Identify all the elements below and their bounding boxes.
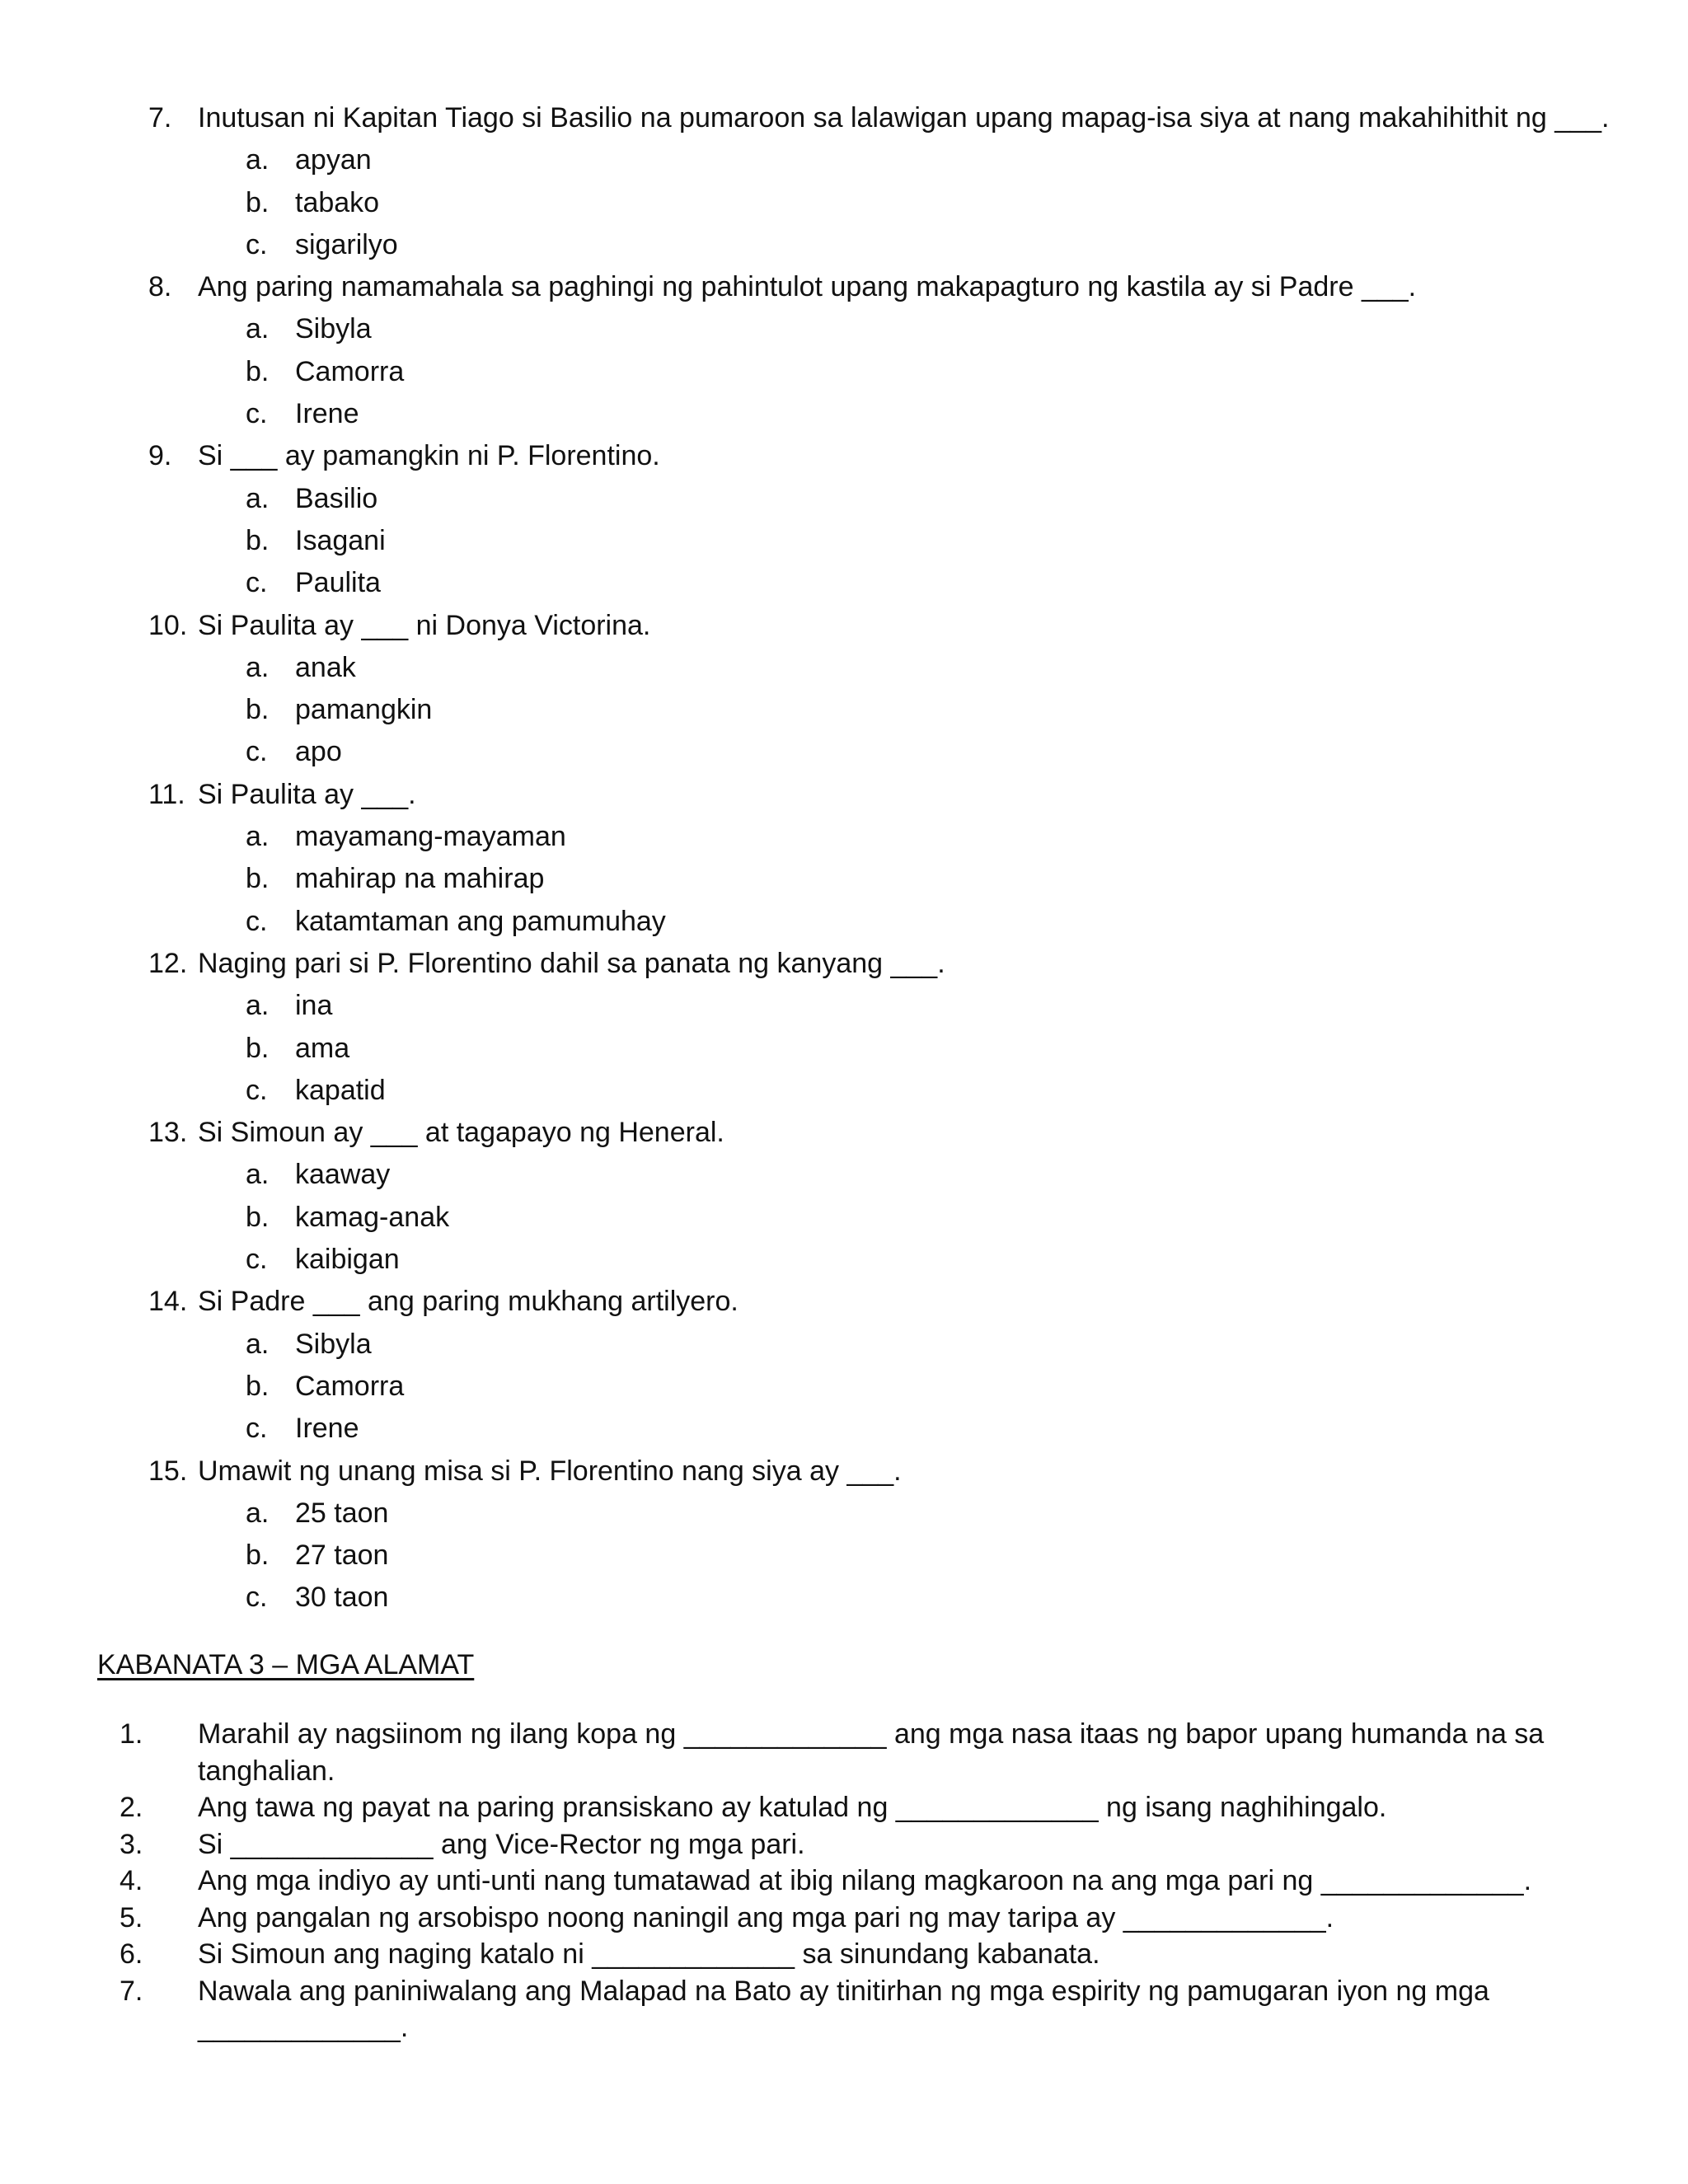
answer-option xyxy=(148,1070,1615,1112)
section-heading: KABANATA 3 – MGA ALAMAT xyxy=(97,1649,475,1680)
option-letter: c. xyxy=(246,736,268,768)
option-letter: b. xyxy=(246,694,270,726)
question-text: Si Paulita ay ___. xyxy=(198,778,416,810)
option-text: 27 taon xyxy=(295,1540,389,1572)
item-number: 1. xyxy=(120,1718,143,1750)
answer-option xyxy=(148,731,1615,773)
answer-option xyxy=(148,562,1615,604)
multiple-choice-list xyxy=(148,97,1615,1619)
option-letter: b. xyxy=(246,1032,270,1064)
answer-option xyxy=(148,1324,1615,1366)
question-number: 7. xyxy=(148,102,172,134)
option-text: katamtaman ang pamumuhay xyxy=(295,905,666,937)
option-letter: c. xyxy=(246,1074,268,1106)
option-text: apyan xyxy=(295,144,372,176)
option-letter: a. xyxy=(246,482,270,514)
question-item xyxy=(148,943,1615,985)
item-text: Marahil ay nagsiinom ng ilang kopa ng _____________ ang mga nasa itaas ng bapor upang humanda na sa tanghalian. xyxy=(198,1718,1552,1787)
question-item xyxy=(148,774,1615,816)
fill-in-blank-item xyxy=(120,1716,1570,1789)
answer-option xyxy=(148,1028,1615,1070)
question-number: 8. xyxy=(148,271,172,303)
answer-option xyxy=(148,478,1615,520)
option-text: 30 taon xyxy=(295,1582,389,1614)
option-text: pamangkin xyxy=(295,694,433,726)
answer-option xyxy=(148,1154,1615,1196)
option-text: mayamang-mayaman xyxy=(295,821,566,853)
item-number: 4. xyxy=(120,1865,143,1896)
item-text: Nawala ang paniniwalang ang Malapad na Bato ay tinitirhan ng mga espirity ng pamugaran iyon ng mga _____________. xyxy=(198,1975,1489,2043)
option-letter: c. xyxy=(246,567,268,599)
question-text: Si ___ ay pamangkin ni P. Florentino. xyxy=(198,440,660,472)
option-letter: a. xyxy=(246,651,270,683)
question-number: 11. xyxy=(148,778,185,810)
fill-in-blank-item xyxy=(120,1863,1570,1900)
fill-in-blank-item xyxy=(120,1973,1570,2046)
option-text: mahirap na mahirap xyxy=(295,863,545,895)
question-item xyxy=(148,605,1615,647)
answer-option xyxy=(148,689,1615,731)
option-letter: b. xyxy=(246,186,270,218)
option-text: kamag-anak xyxy=(295,1201,450,1233)
answer-option xyxy=(148,224,1615,266)
option-letter: b. xyxy=(246,1540,270,1572)
option-letter: c. xyxy=(246,1582,268,1614)
option-letter: b. xyxy=(246,863,270,895)
option-text: apo xyxy=(295,736,342,768)
option-text: Sibyla xyxy=(295,313,372,345)
question-item xyxy=(148,1281,1615,1323)
fill-in-blank-item xyxy=(120,1936,1570,1973)
option-text: Camorra xyxy=(295,355,405,387)
item-text: Si _____________ ang Vice-Rector ng mga pari. xyxy=(198,1828,805,1860)
fill-in-blank-item xyxy=(120,1826,1570,1863)
option-text: ina xyxy=(295,990,333,1022)
option-text: Isagani xyxy=(295,524,386,556)
question-number: 12. xyxy=(148,947,188,979)
answer-option xyxy=(148,1408,1615,1450)
option-letter: b. xyxy=(246,1201,270,1233)
answer-option xyxy=(148,901,1615,943)
question-item xyxy=(148,1451,1615,1493)
item-text: Ang tawa ng payat na paring pransiskano ay katulad ng _____________ ng isang naghihingalo. xyxy=(198,1792,1387,1823)
question-number: 14. xyxy=(148,1286,188,1318)
answer-option xyxy=(148,1197,1615,1239)
fill-in-blank-list xyxy=(120,1716,1570,2046)
question-text: Si Padre ___ ang paring mukhang artilyero. xyxy=(198,1286,738,1318)
question-text: Si Paulita ay ___ ni Donya Victorina. xyxy=(198,609,651,641)
option-letter: c. xyxy=(246,1244,268,1276)
question-text: Naging pari si P. Florentino dahil sa panata ng kanyang ___. xyxy=(198,947,945,979)
answer-option xyxy=(148,1493,1615,1535)
fill-in-blank-item xyxy=(120,1789,1570,1826)
option-text: anak xyxy=(295,651,356,683)
option-letter: a. xyxy=(246,313,270,345)
option-text: kapatid xyxy=(295,1074,386,1106)
option-letter: a. xyxy=(246,1328,270,1360)
option-text: kaaway xyxy=(295,1159,391,1191)
item-number: 6. xyxy=(120,1938,143,1970)
option-letter: b. xyxy=(246,1370,270,1402)
fill-in-blank-item xyxy=(120,1900,1570,1937)
option-text: Sibyla xyxy=(295,1328,372,1360)
option-letter: b. xyxy=(246,355,270,387)
answer-option xyxy=(148,1366,1615,1408)
option-text: 25 taon xyxy=(295,1497,389,1529)
question-item xyxy=(148,1112,1615,1154)
answer-option xyxy=(148,351,1615,393)
question-number: 15. xyxy=(148,1455,188,1487)
answer-option xyxy=(148,520,1615,562)
option-letter: c. xyxy=(246,228,268,260)
option-letter: c. xyxy=(246,398,268,430)
question-item xyxy=(148,435,1615,477)
item-number: 2. xyxy=(120,1792,143,1823)
option-letter: b. xyxy=(246,524,270,556)
question-text: Umawit ng unang misa si P. Florentino nang siya ay ___. xyxy=(198,1455,902,1487)
option-text: Camorra xyxy=(295,1370,405,1402)
option-text: Irene xyxy=(295,1413,359,1445)
item-number: 7. xyxy=(120,1975,143,2007)
answer-option xyxy=(148,308,1615,350)
item-number: 5. xyxy=(120,1901,143,1933)
answer-option xyxy=(148,816,1615,858)
answer-option xyxy=(148,139,1615,181)
option-text: tabako xyxy=(295,186,380,218)
option-letter: c. xyxy=(246,905,268,937)
option-letter: a. xyxy=(246,1159,270,1191)
item-text: Ang pangalan ng arsobispo noong naningil ang mga pari ng may taripa ay _____________. xyxy=(198,1901,1334,1933)
question-text: Inutusan ni Kapitan Tiago si Basilio na pumaroon sa lalawigan upang mapag-isa siya at nang makahihithit ng ___. xyxy=(198,102,1610,134)
answer-option xyxy=(148,647,1615,689)
option-text: kaibigan xyxy=(295,1244,400,1276)
option-text: Irene xyxy=(295,398,359,430)
option-letter: a. xyxy=(246,821,270,853)
option-text: Paulita xyxy=(295,567,381,599)
question-number: 10. xyxy=(148,609,188,641)
option-text: sigarilyo xyxy=(295,228,398,260)
answer-option xyxy=(148,393,1615,435)
item-text: Si Simoun ang naging katalo ni _____________ sa sinundang kabanata. xyxy=(198,1938,1100,1970)
option-letter: a. xyxy=(246,990,270,1022)
option-letter: a. xyxy=(246,1497,270,1529)
answer-option xyxy=(148,985,1615,1027)
question-text: Si Simoun ay ___ at tagapayo ng Heneral. xyxy=(198,1117,724,1149)
answer-option xyxy=(148,182,1615,224)
answer-option xyxy=(148,1577,1615,1619)
item-text: Ang mga indiyo ay unti-unti nang tumatawad at ibig nilang magkaroon na ang mga pari ng _____________. xyxy=(198,1865,1532,1896)
answer-option xyxy=(148,1239,1615,1281)
question-number: 9. xyxy=(148,440,172,472)
question-item xyxy=(148,97,1615,139)
option-letter: a. xyxy=(246,144,270,176)
option-letter: c. xyxy=(246,1413,268,1445)
question-item xyxy=(148,266,1615,308)
item-number: 3. xyxy=(120,1828,143,1860)
question-number: 13. xyxy=(148,1117,188,1149)
option-text: Basilio xyxy=(295,482,378,514)
answer-option xyxy=(148,1535,1615,1577)
option-text: ama xyxy=(295,1032,350,1064)
answer-option xyxy=(148,858,1615,900)
question-text: Ang paring namamahala sa paghingi ng pahintulot upang makapagturo ng kastila ay si Padre ___. xyxy=(198,271,1417,303)
